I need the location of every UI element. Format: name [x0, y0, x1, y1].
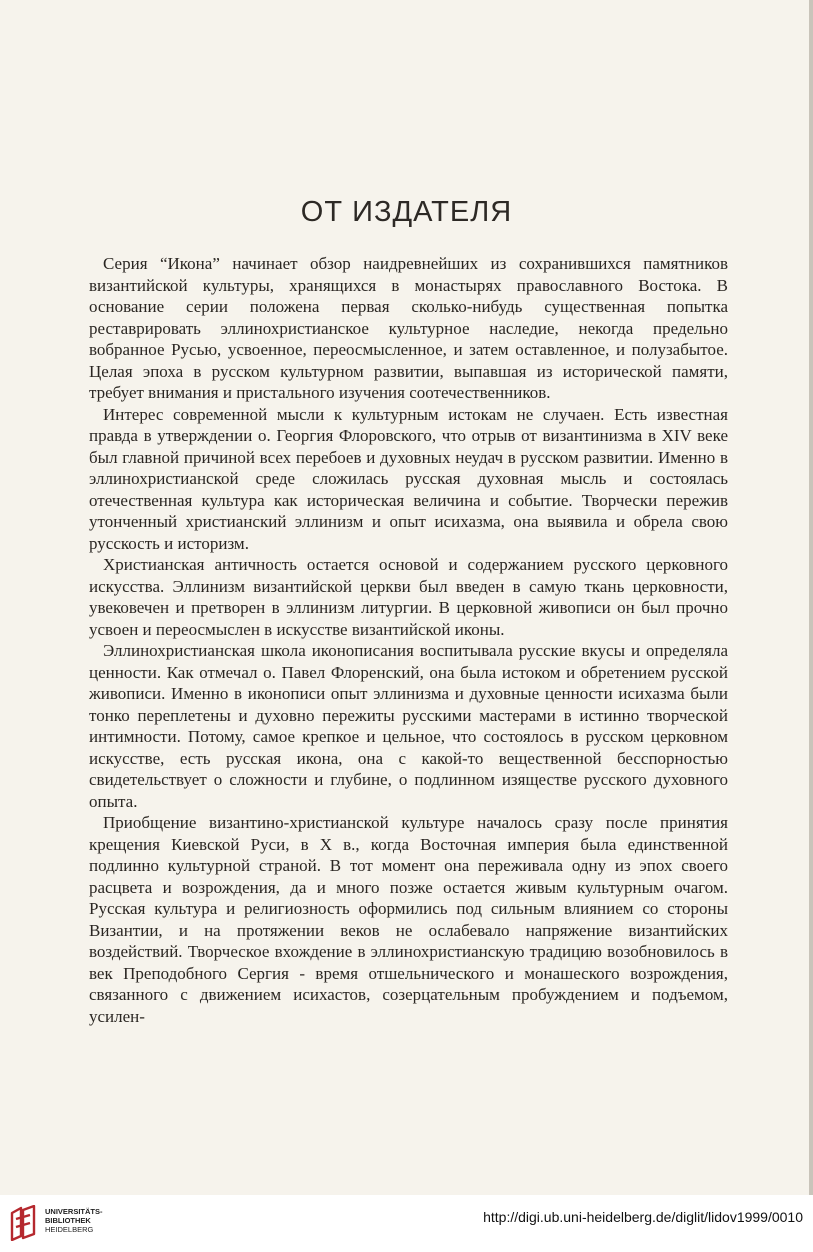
source-url-link[interactable]: http://digi.ub.uni-heidelberg.de/diglit/lidov1999/0010 [483, 1209, 803, 1225]
library-name-line-3: HEIDELBERG [45, 1225, 94, 1234]
body-text [89, 253, 728, 1027]
paragraph-5: Приобщение византино-христианской культуре началось сразу после принятия крещения Киевской Руси, в X в., когда Восточная империя была единственной подлинно культурной страной. В тот момент она переживала одну из эпох своего расцвета и возрождения, да и много позже остается живым культурным очагом. Русская культура и религиозность оформились под сильным влиянием со стороны Византии, и на протяжении веков не ослабевало напряжение византийских воздействий. Творческое вхождение в эллинохристианскую традицию возобновилось в век Преподобного Сергия - время отшельнического и монашеского возрождения, связанного с движением исихастов, созерцательным пробуждением и подъемом, усилен- [89, 813, 728, 1026]
paragraph-1: Серия “Икона” начинает обзор наидревнейших из сохранившихся памятников византийской культуры, хранящихся в монастырях православного Востока. В основание серии положена первая сколько-нибудь существенная попытка реставрировать эллинохристианское культурное наследие, некогда предельно вобранное Русью, усвоенное, переосмысленное, и затем оставленное, и полузабытое. Целая эпоха в русском культурном развитии, выпавшая из исторической памяти, требует внимания и пристального изучения соотечественников. [89, 254, 728, 402]
paragraph-4: Эллинохристианская школа иконописания воспитывала русские вкусы и определяла ценности. Как отмечал о. Павел Флоренский, она была истоком и обретением русской живописи. Именно в иконописи опыт эллинизма и духовные ценности исихазма были тонко переплетены и духовно пережиты русскими мастерами в истинно творческой интимности. Потому, самое крепкое и цельное, что состоялось в русском церковном искусстве, есть русская икона, она с какой-то вещественной бесспорностью свидетельствует о сложности и глубине, о подлинном изяществе русского духовного опыта. [89, 641, 728, 811]
page-edge [809, 0, 813, 1195]
footer-bar [0, 1195, 813, 1252]
paragraph-3: Христианская античность остается основой и содержанием русского церковного искусства. Эллинизм византийской церкви был введен в самую ткань церковности, увековечен и претворен в эллинизм литургии. В церковной живописи он был прочно усвоен и переосмыслен в искусстве византийской иконы. [89, 555, 728, 639]
library-name-line-2: BIBLIOTHEK [45, 1216, 91, 1225]
library-name [45, 1207, 103, 1234]
library-name-line-1: UNIVERSITÄTS- [45, 1207, 103, 1216]
page-title: ОТ ИЗДАТЕЛЯ [300, 196, 513, 228]
paragraph-2: Интерес современной мысли к культурным истокам не случаен. Есть известная правда в утверждении о. Георгия Флоровского, что отрыв от византинизма в XIV веке был главной причиной всех перебоев и духовных неудач в русском развитии. Именно в эллинохристианской среде сложилась русская духовная мысль и состоялась отечественная культура как историческая величина и событие. Творчески пережив утонченный христианский эллинизм и опыт исихазма, она выявила и обрела свою русскость и историзм. [89, 404, 728, 553]
heidelberg-library-logo-icon[interactable] [8, 1205, 38, 1241]
